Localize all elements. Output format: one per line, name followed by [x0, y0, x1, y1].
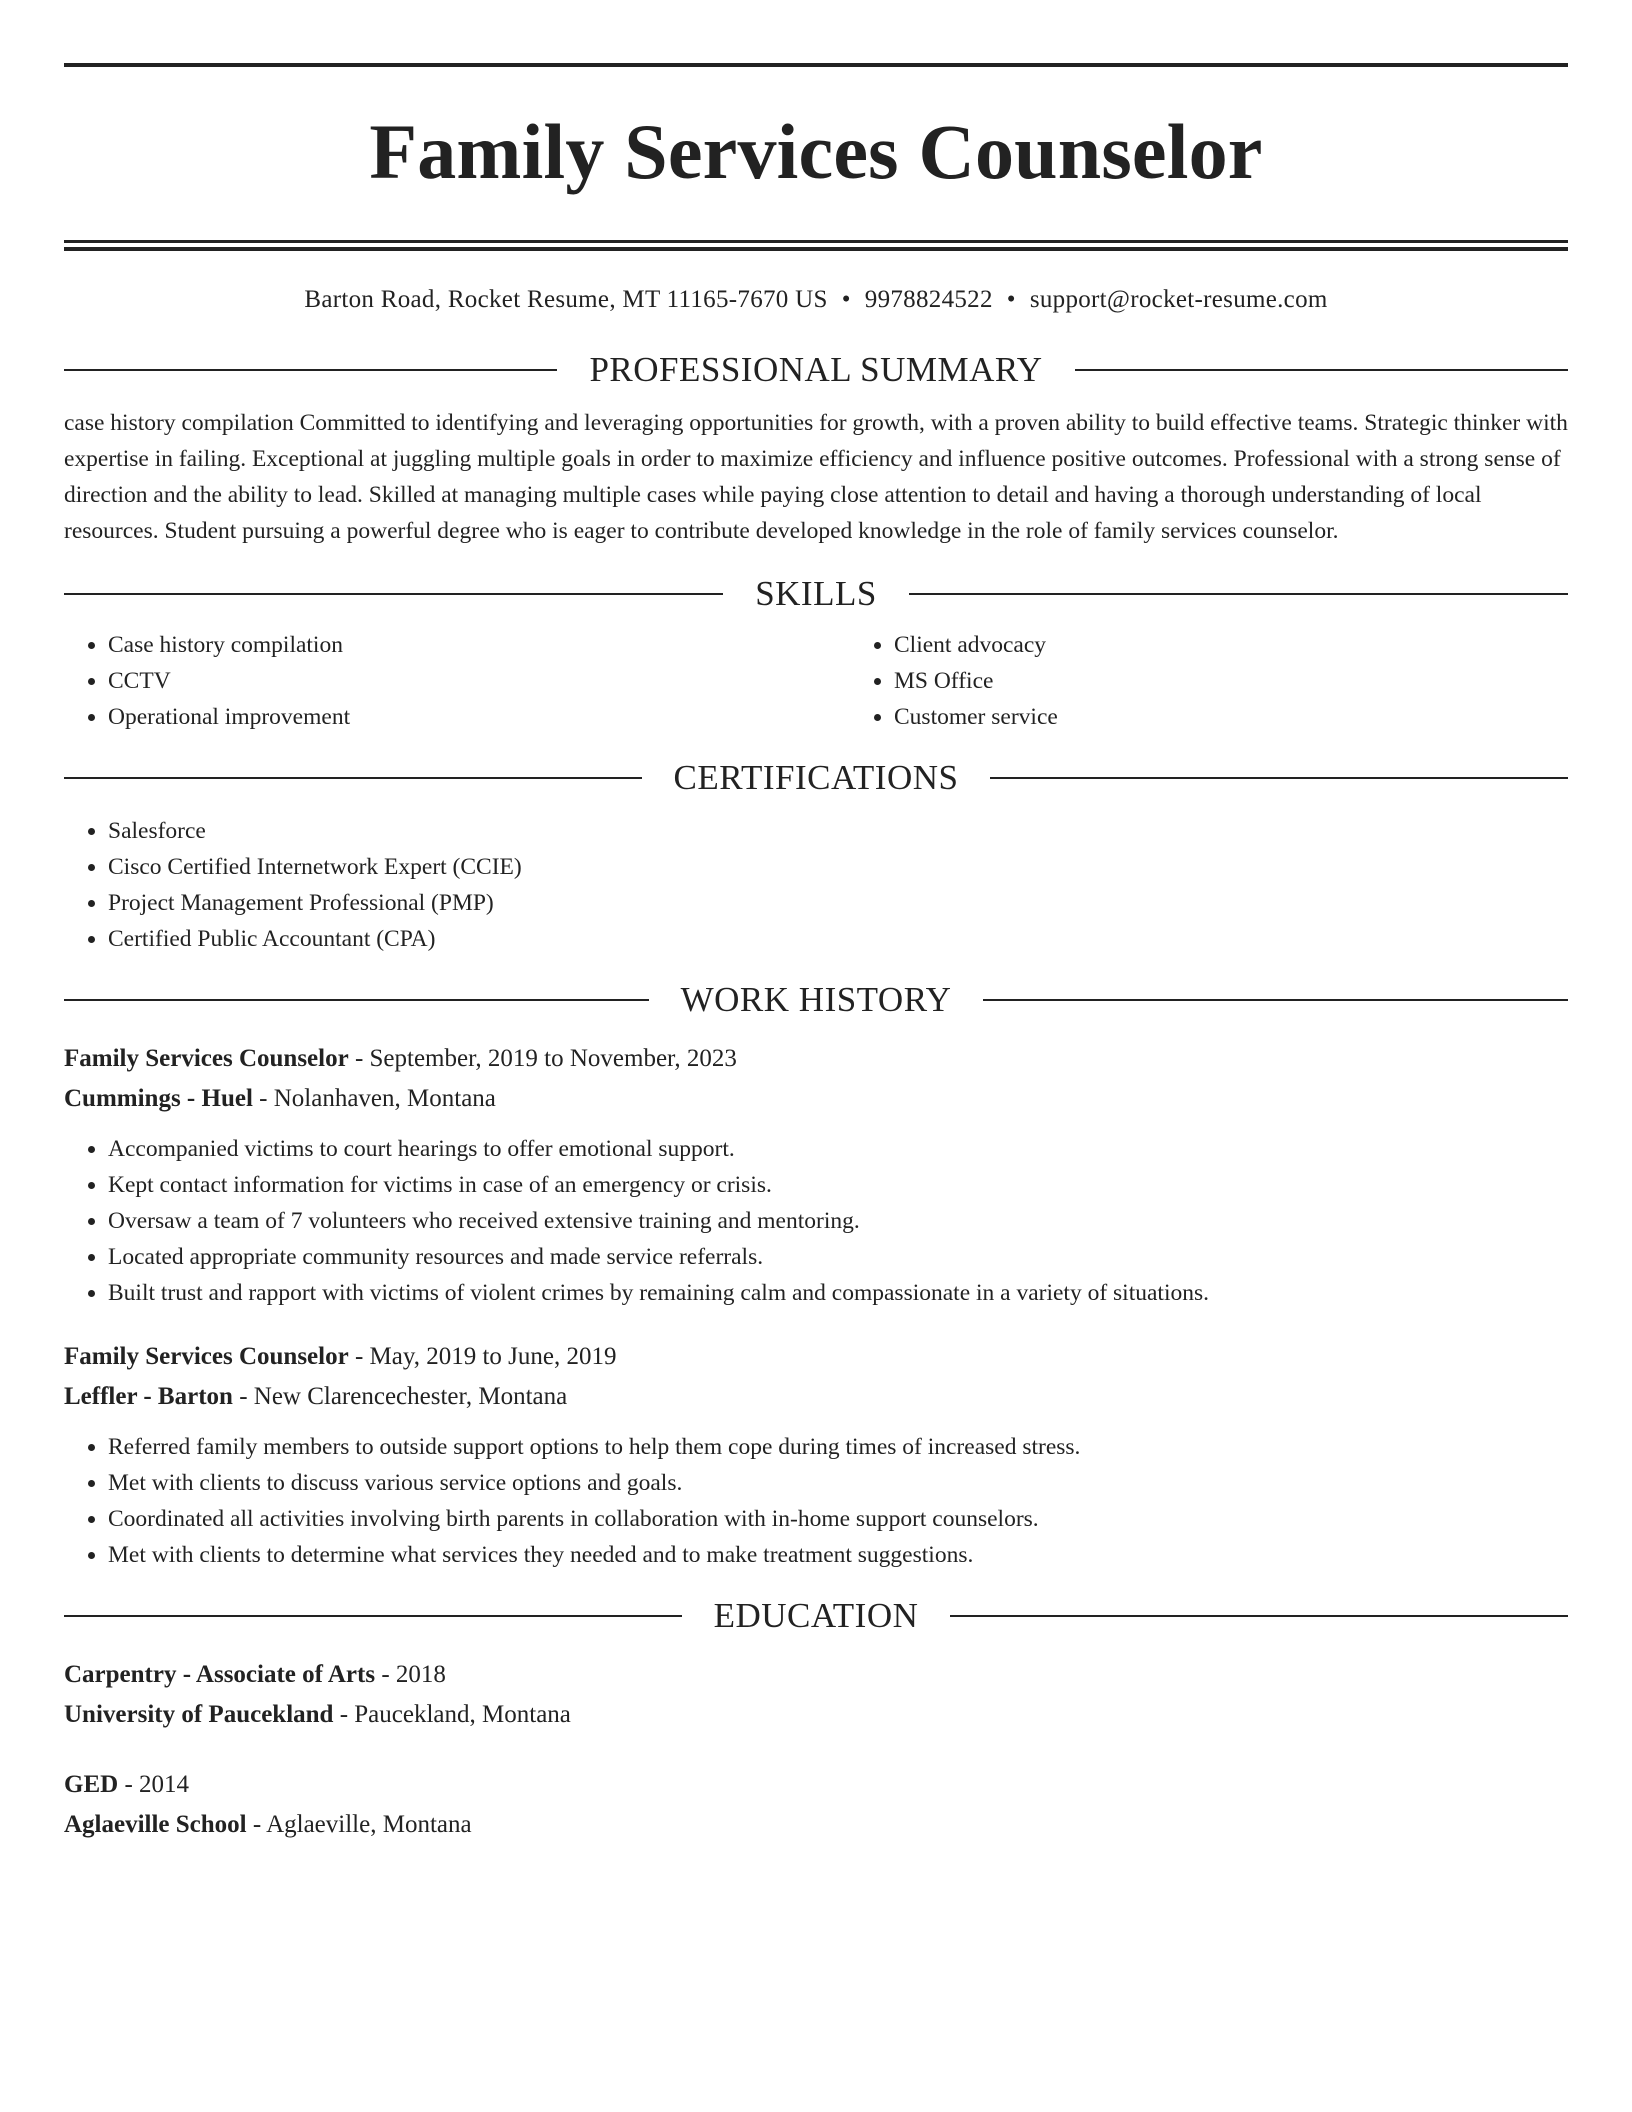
resume-name: Family Services Counselor — [369, 108, 1263, 195]
education-entry — [64, 1655, 1568, 1735]
job-location: - New Clarencechester, Montana — [232, 1382, 568, 1410]
education-degree: GED — [64, 1770, 119, 1798]
skill-item: • Customer service — [894, 699, 1568, 735]
section-rule-right — [1075, 369, 1568, 371]
skills-list-right — [850, 627, 1568, 735]
section-rule-right — [990, 777, 1568, 779]
job-bullet: • Kept contact information for victims in case of an emergency or crisis. — [108, 1167, 1568, 1203]
certification-item: • Certified Public Accountant (CPA) — [108, 921, 1568, 957]
section-rule-right — [983, 999, 1568, 1001]
job-bullet: • Coordinated all activities involving birth parents in collaboration with in-home support counselors. — [108, 1501, 1568, 1537]
section-title-work: WORK HISTORY — [680, 979, 952, 1019]
education-location: - Paucekland, Montana — [333, 1700, 571, 1728]
section-rule-right — [950, 1615, 1568, 1617]
job-location: - Nolanhaven, Montana — [252, 1084, 496, 1112]
section-header-certifications — [64, 757, 1568, 799]
job-bullet: • Built trust and rapport with victims of violent crimes by remaining calm and compassionate in a variety of situations. — [108, 1275, 1568, 1311]
section-rule-left — [64, 1615, 682, 1617]
section-rule-left — [64, 999, 649, 1001]
job-bullets — [64, 1131, 1568, 1311]
summary-text: case history compilation Committed to identifying and leveraging opportunities for growth, with a proven ability to build effective teams. Strategic thinker with expertise in failing. Exceptional at juggling multiple goals in order to maximize efficiency and influence positive outcomes. Professional with a strong sense of direction and the ability to lead. Skilled at managing multiple cases while paying close attention to detail and having a thorough understanding of local resources. Student pursuing a powerful degree who is eager to contribute developed knowledge in the role of family services counselor. — [64, 410, 1568, 544]
skills-list-left — [64, 627, 850, 735]
certification-item: • Salesforce — [108, 813, 1568, 849]
contact-line — [64, 285, 1568, 315]
section-header-education — [64, 1595, 1568, 1637]
section-title-summary: PROFESSIONAL SUMMARY — [589, 350, 1043, 389]
skill-item: • MS Office — [894, 663, 1568, 699]
job-entry — [64, 1337, 1568, 1573]
contact-phone: 9978824522 — [864, 286, 993, 313]
job-company: Leffler - Barton — [64, 1382, 233, 1410]
name-double-rule — [64, 240, 1568, 251]
job-bullet: • Met with clients to discuss various service options and goals. — [108, 1465, 1568, 1501]
contact-separator: • — [841, 286, 851, 313]
job-bullets — [64, 1429, 1568, 1573]
certification-item: • Cisco Certified Internetwork Expert (CCIE) — [108, 849, 1568, 885]
section-title-certifications: CERTIFICATIONS — [673, 757, 959, 797]
skills-grid — [64, 627, 1568, 735]
job-company-line — [64, 1079, 1568, 1119]
section-header-summary — [64, 349, 1568, 391]
education-school-line — [64, 1805, 1568, 1845]
education-school: Aglaeville School — [64, 1810, 247, 1838]
education-year: - 2018 — [375, 1660, 446, 1688]
job-title-line — [64, 1039, 1568, 1079]
education-location: - Aglaeville, Montana — [246, 1810, 472, 1838]
education-degree-line — [64, 1765, 1568, 1805]
education-school: University of Paucekland — [64, 1700, 334, 1728]
job-bullet: • Accompanied victims to court hearings to offer emotional support. — [108, 1131, 1568, 1167]
education-entry — [64, 1765, 1568, 1845]
education-year: - 2014 — [118, 1770, 190, 1798]
skill-item: • Case history compilation — [108, 627, 850, 663]
job-title-line — [64, 1337, 1568, 1377]
section-header-work — [64, 979, 1568, 1021]
section-title-skills: SKILLS — [755, 573, 877, 613]
job-company-line — [64, 1377, 1568, 1417]
section-rule-left — [64, 369, 557, 371]
education-degree: Carpentry - Associate of Arts — [64, 1660, 376, 1688]
contact-address: Barton Road, Rocket Resume, MT 11165-7670 US — [304, 286, 828, 313]
certifications-list — [64, 813, 1568, 957]
certification-item: • Project Management Professional (PMP) — [108, 885, 1568, 921]
job-bullet: • Referred family members to outside support options to help them cope during times of increased stress. — [108, 1429, 1568, 1465]
job-dates: - September, 2019 to November, 2023 — [348, 1044, 737, 1072]
skill-item: • CCTV — [108, 663, 850, 699]
top-rule — [64, 63, 1568, 67]
education-degree-line — [64, 1655, 1568, 1695]
section-header-skills — [64, 573, 1568, 615]
job-bullet: • Met with clients to determine what services they needed and to make treatment suggestions. — [108, 1537, 1568, 1573]
contact-separator: • — [1006, 286, 1016, 313]
job-company: Cummings - Huel — [64, 1084, 253, 1112]
section-title-education: EDUCATION — [713, 1595, 919, 1635]
section-rule-right — [909, 593, 1568, 595]
education-school-line — [64, 1695, 1568, 1735]
skill-item: • Operational improvement — [108, 699, 850, 735]
job-dates: - May, 2019 to June, 2019 — [348, 1342, 617, 1370]
contact-email: support@rocket-resume.com — [1029, 286, 1328, 313]
job-role: Family Services Counselor — [64, 1044, 349, 1072]
section-rule-left — [64, 593, 723, 595]
section-rule-left — [64, 777, 642, 779]
job-role: Family Services Counselor — [64, 1342, 349, 1370]
job-bullet: • Located appropriate community resources and made service referrals. — [108, 1239, 1568, 1275]
job-entry — [64, 1039, 1568, 1311]
job-bullet: • Oversaw a team of 7 volunteers who received extensive training and mentoring. — [108, 1203, 1568, 1239]
skill-item: • Client advocacy — [894, 627, 1568, 663]
